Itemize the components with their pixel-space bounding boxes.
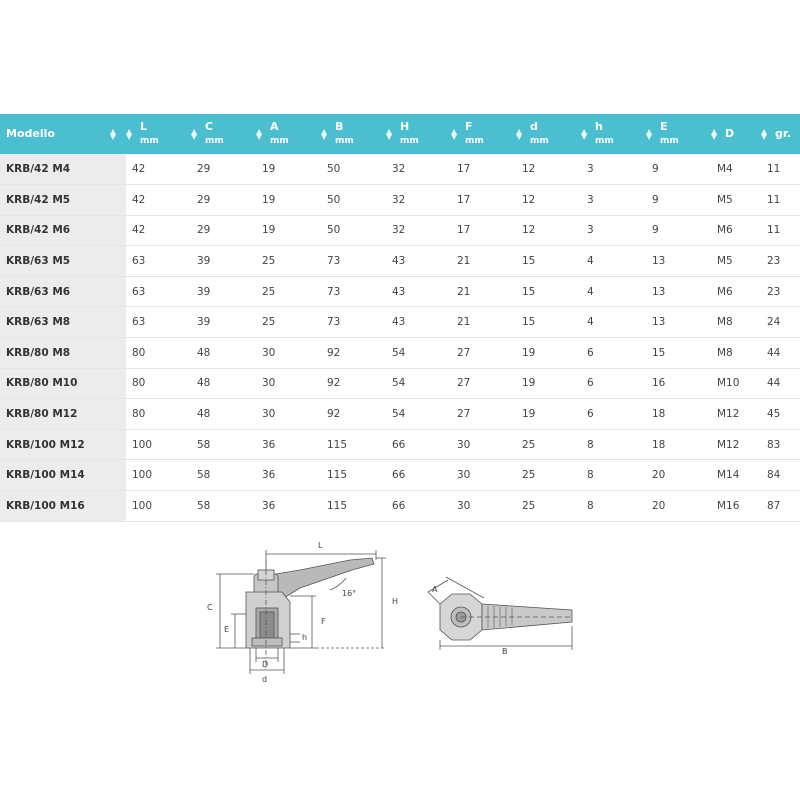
- value-cell: 50: [327, 193, 341, 206]
- column-unit: mm: [205, 136, 224, 146]
- model-cell: KRB/42 M4: [0, 154, 126, 185]
- sort-icon[interactable]: ▲ ▼: [256, 127, 263, 141]
- sort-icon[interactable]: ▲ ▼: [581, 127, 588, 141]
- value-cell: 13: [652, 285, 666, 298]
- value-cell: 83: [767, 438, 781, 451]
- value-cell: 9: [652, 163, 659, 176]
- value-cell: M4: [717, 163, 733, 176]
- column-header-1[interactable]: [126, 114, 191, 154]
- column-label: D: [725, 127, 735, 140]
- label-H: H: [392, 597, 399, 606]
- value-cell: 42: [132, 163, 146, 176]
- column-label: C: [205, 120, 214, 133]
- column-label: h: [595, 120, 603, 133]
- value-cell: 12: [522, 193, 536, 206]
- value-cell: 54: [392, 346, 406, 359]
- value-cell: 4: [587, 316, 594, 329]
- column-header-10[interactable]: [711, 114, 761, 154]
- table-row: [0, 276, 800, 307]
- value-cell: 66: [392, 499, 406, 512]
- lever-diagram: [0, 530, 800, 690]
- value-cell: 29: [197, 163, 211, 176]
- value-cell: 48: [197, 408, 211, 421]
- table-row: [0, 185, 800, 216]
- label-F: F: [321, 617, 326, 626]
- value-cell: 17: [457, 163, 471, 176]
- model-cell: KRB/100 M14: [0, 460, 126, 491]
- value-cell: 48: [197, 377, 211, 390]
- value-cell: 23: [767, 255, 781, 268]
- value-cell: 92: [327, 346, 341, 359]
- sort-icon[interactable]: ▲ ▼: [646, 127, 653, 141]
- value-cell: 25: [262, 316, 276, 329]
- value-cell: 48: [197, 346, 211, 359]
- value-cell: 66: [392, 469, 406, 482]
- value-cell: 32: [392, 163, 406, 176]
- model-cell: KRB/80 M8: [0, 338, 126, 369]
- table-row: [0, 246, 800, 277]
- value-cell: 73: [327, 255, 341, 268]
- value-cell: 21: [457, 316, 471, 329]
- value-cell: M5: [717, 193, 733, 206]
- sort-icon[interactable]: ▲ ▼: [109, 127, 116, 141]
- value-cell: 87: [767, 499, 781, 512]
- value-cell: 19: [522, 408, 536, 421]
- column-unit: mm: [595, 136, 614, 146]
- value-cell: 3: [587, 163, 594, 176]
- value-cell: M5: [717, 255, 733, 268]
- side-view-drawing: [216, 550, 386, 674]
- column-header-4[interactable]: [321, 114, 386, 154]
- value-cell: 15: [522, 255, 536, 268]
- value-cell: M12: [717, 438, 740, 451]
- value-cell: 73: [327, 316, 341, 329]
- column-header-0[interactable]: [0, 114, 126, 154]
- value-cell: 25: [522, 469, 536, 482]
- value-cell: 20: [652, 469, 666, 482]
- value-cell: 15: [522, 285, 536, 298]
- table-row: [0, 307, 800, 338]
- value-cell: 29: [197, 193, 211, 206]
- value-cell: 30: [457, 499, 471, 512]
- column-unit: mm: [335, 136, 354, 146]
- value-cell: 45: [767, 408, 781, 421]
- value-cell: 32: [392, 224, 406, 237]
- table-header-row: [0, 114, 800, 154]
- value-cell: 42: [132, 224, 146, 237]
- table-row: [0, 429, 800, 460]
- value-cell: 21: [457, 255, 471, 268]
- value-cell: 80: [132, 377, 146, 390]
- value-cell: 100: [132, 469, 153, 482]
- label-B: B: [502, 647, 508, 656]
- value-cell: 15: [652, 346, 666, 359]
- dimensions-table-wrap: [0, 114, 800, 522]
- sort-icon[interactable]: ▲ ▼: [321, 127, 328, 141]
- column-header-9[interactable]: [646, 114, 711, 154]
- column-unit: mm: [660, 136, 679, 146]
- value-cell: 36: [262, 499, 276, 512]
- model-cell: KRB/63 M5: [0, 246, 126, 277]
- column-header-2[interactable]: [191, 114, 256, 154]
- model-cell: KRB/80 M10: [0, 368, 126, 399]
- value-cell: 58: [197, 438, 211, 451]
- value-cell: 27: [457, 377, 471, 390]
- model-cell: KRB/42 M5: [0, 185, 126, 216]
- value-cell: 30: [262, 408, 276, 421]
- value-cell: 12: [522, 163, 536, 176]
- value-cell: 115: [327, 438, 348, 451]
- column-label: B: [335, 120, 344, 133]
- column-label: L: [140, 120, 148, 133]
- sort-icon[interactable]: ▲ ▼: [386, 127, 393, 141]
- value-cell: 80: [132, 346, 146, 359]
- column-label: A: [270, 120, 279, 133]
- model-cell: KRB/42 M6: [0, 215, 126, 246]
- value-cell: 100: [132, 499, 153, 512]
- value-cell: 63: [132, 255, 146, 268]
- table-row: [0, 154, 800, 185]
- value-cell: 50: [327, 224, 341, 237]
- label-angle: 16°: [342, 589, 357, 598]
- value-cell: 8: [587, 499, 594, 512]
- value-cell: 16: [652, 377, 666, 390]
- value-cell: 11: [767, 224, 781, 237]
- value-cell: 6: [587, 377, 594, 390]
- value-cell: 21: [457, 285, 471, 298]
- model-cell: KRB/100 M16: [0, 491, 126, 522]
- value-cell: 9: [652, 224, 659, 237]
- value-cell: 39: [197, 255, 211, 268]
- model-cell: KRB/63 M6: [0, 276, 126, 307]
- column-label: E: [660, 120, 668, 133]
- column-label: d: [530, 120, 538, 133]
- value-cell: 42: [132, 193, 146, 206]
- model-cell: KRB/100 M12: [0, 429, 126, 460]
- value-cell: 25: [522, 499, 536, 512]
- value-cell: 63: [132, 316, 146, 329]
- value-cell: 50: [327, 163, 341, 176]
- value-cell: 18: [652, 438, 666, 451]
- value-cell: 8: [587, 469, 594, 482]
- value-cell: M10: [717, 377, 740, 390]
- value-cell: 19: [262, 163, 276, 176]
- table-row: [0, 460, 800, 491]
- column-label: F: [465, 120, 473, 133]
- value-cell: 13: [652, 255, 666, 268]
- value-cell: 63: [132, 285, 146, 298]
- column-unit: mm: [140, 136, 159, 146]
- value-cell: 100: [132, 438, 153, 451]
- value-cell: 54: [392, 377, 406, 390]
- value-cell: M14: [717, 469, 740, 482]
- table-row: [0, 338, 800, 369]
- value-cell: 30: [262, 377, 276, 390]
- value-cell: 30: [457, 438, 471, 451]
- value-cell: 43: [392, 255, 406, 268]
- label-L: L: [318, 541, 323, 550]
- sort-icon[interactable]: ▲ ▼: [451, 127, 458, 141]
- value-cell: 39: [197, 285, 211, 298]
- value-cell: M12: [717, 408, 740, 421]
- column-header-5[interactable]: [386, 114, 451, 154]
- value-cell: 58: [197, 469, 211, 482]
- value-cell: 13: [652, 316, 666, 329]
- value-cell: 19: [262, 224, 276, 237]
- column-unit: mm: [400, 136, 419, 146]
- column-label: gr.: [775, 127, 791, 140]
- value-cell: 6: [587, 346, 594, 359]
- column-header-3[interactable]: [256, 114, 321, 154]
- value-cell: 3: [587, 224, 594, 237]
- value-cell: 115: [327, 469, 348, 482]
- model-cell: KRB/63 M8: [0, 307, 126, 338]
- value-cell: 19: [522, 377, 536, 390]
- value-cell: 24: [767, 316, 781, 329]
- column-header-7[interactable]: [516, 114, 581, 154]
- value-cell: 84: [767, 469, 781, 482]
- value-cell: 25: [262, 285, 276, 298]
- value-cell: 9: [652, 193, 659, 206]
- value-cell: 4: [587, 285, 594, 298]
- label-d: d: [262, 675, 268, 684]
- value-cell: 12: [522, 224, 536, 237]
- value-cell: 58: [197, 499, 211, 512]
- value-cell: M6: [717, 224, 733, 237]
- value-cell: 92: [327, 377, 341, 390]
- value-cell: 8: [587, 438, 594, 451]
- value-cell: 43: [392, 285, 406, 298]
- column-label: Modello: [6, 127, 55, 140]
- value-cell: 23: [767, 285, 781, 298]
- value-cell: 39: [197, 316, 211, 329]
- sort-icon[interactable]: ▲ ▼: [516, 127, 523, 141]
- value-cell: 44: [767, 346, 781, 359]
- value-cell: 36: [262, 438, 276, 451]
- sort-icon[interactable]: ▲ ▼: [711, 127, 718, 141]
- table-row: [0, 491, 800, 522]
- column-unit: mm: [465, 136, 484, 146]
- value-cell: 18: [652, 408, 666, 421]
- value-cell: 11: [767, 163, 781, 176]
- value-cell: 27: [457, 346, 471, 359]
- model-cell: KRB/80 M12: [0, 399, 126, 430]
- table-row: [0, 368, 800, 399]
- label-E: E: [224, 625, 230, 634]
- column-header-11[interactable]: [761, 114, 800, 154]
- value-cell: 11: [767, 193, 781, 206]
- label-h: h: [302, 633, 308, 642]
- value-cell: M16: [717, 499, 740, 512]
- value-cell: 6: [587, 408, 594, 421]
- column-label: H: [400, 120, 410, 133]
- value-cell: 30: [457, 469, 471, 482]
- value-cell: 19: [522, 346, 536, 359]
- column-unit: mm: [270, 136, 289, 146]
- value-cell: 54: [392, 408, 406, 421]
- value-cell: 44: [767, 377, 781, 390]
- sort-icon[interactable]: ▲ ▼: [761, 127, 768, 141]
- value-cell: 3: [587, 193, 594, 206]
- value-cell: 115: [327, 499, 348, 512]
- value-cell: 25: [522, 438, 536, 451]
- column-header-8[interactable]: [581, 114, 646, 154]
- value-cell: M8: [717, 346, 733, 359]
- value-cell: 20: [652, 499, 666, 512]
- dimensions-table: [0, 114, 800, 522]
- label-D: D: [262, 660, 269, 669]
- value-cell: 17: [457, 193, 471, 206]
- column-unit: mm: [530, 136, 549, 146]
- value-cell: 92: [327, 408, 341, 421]
- value-cell: 66: [392, 438, 406, 451]
- value-cell: 80: [132, 408, 146, 421]
- value-cell: 15: [522, 316, 536, 329]
- value-cell: 36: [262, 469, 276, 482]
- sort-icon[interactable]: ▲ ▼: [191, 127, 198, 141]
- label-A: A: [432, 585, 438, 594]
- sort-icon[interactable]: ▲ ▼: [126, 127, 133, 141]
- top-view-drawing: [428, 577, 572, 650]
- table-row: [0, 399, 800, 430]
- value-cell: 29: [197, 224, 211, 237]
- label-C: C: [207, 603, 213, 612]
- value-cell: 17: [457, 224, 471, 237]
- table-row: [0, 215, 800, 246]
- value-cell: M6: [717, 285, 733, 298]
- value-cell: 4: [587, 255, 594, 268]
- value-cell: 30: [262, 346, 276, 359]
- column-header-6[interactable]: [451, 114, 516, 154]
- value-cell: 43: [392, 316, 406, 329]
- value-cell: 73: [327, 285, 341, 298]
- value-cell: 19: [262, 193, 276, 206]
- table-body: [0, 154, 800, 521]
- value-cell: 25: [262, 255, 276, 268]
- value-cell: 32: [392, 193, 406, 206]
- value-cell: 27: [457, 408, 471, 421]
- value-cell: M8: [717, 316, 733, 329]
